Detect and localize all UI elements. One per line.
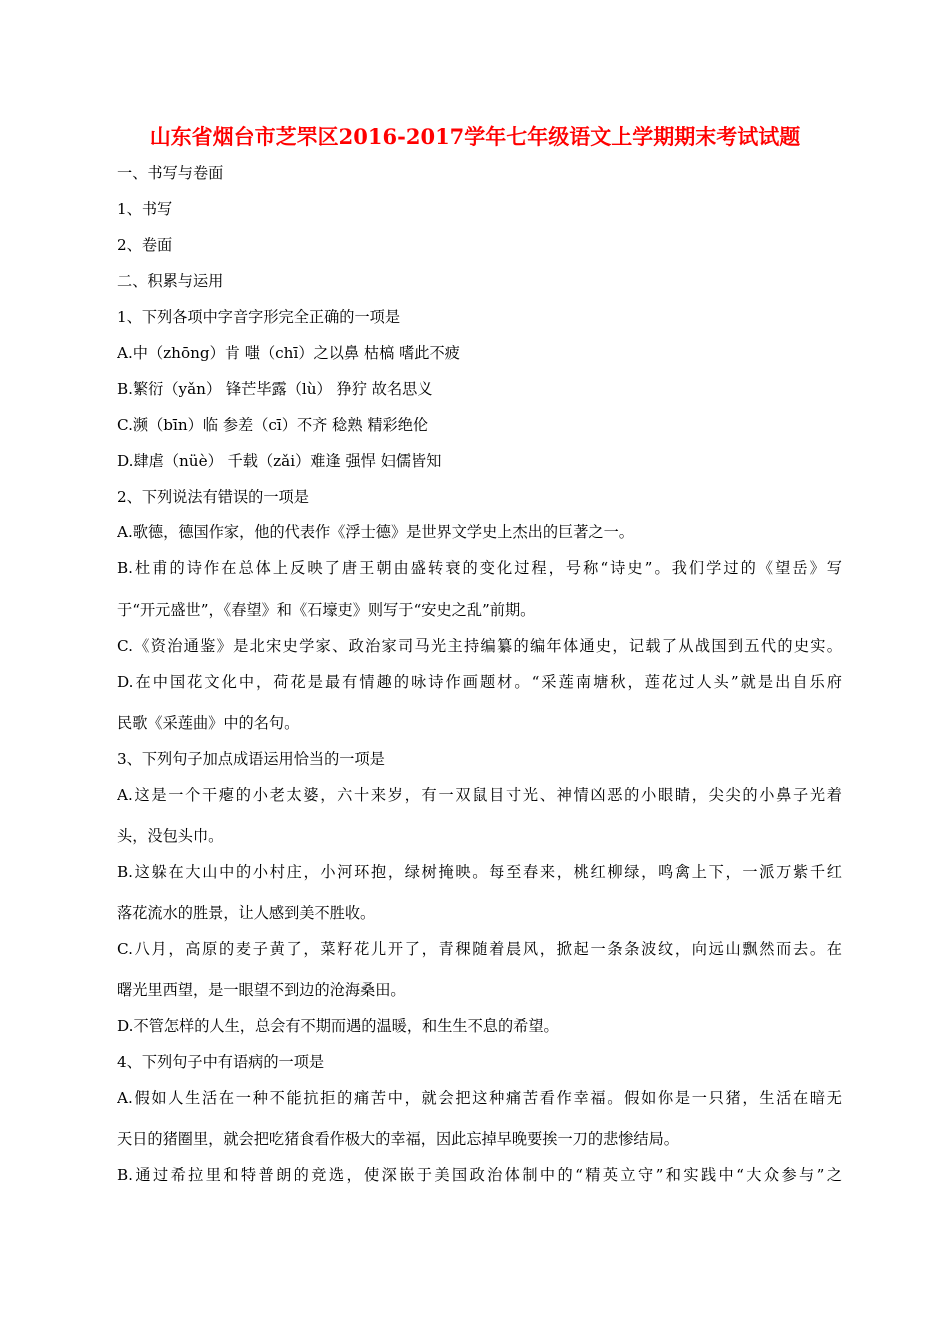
question: 1、下列各项中字音字形完全正确的一项是 — [117, 308, 401, 326]
option-continued: 民歌《采莲曲》中的名句。 — [117, 714, 300, 732]
option: D.肆虐（nüè） 千载（zǎi）难逢 强悍 妇儒皆知 — [117, 452, 442, 470]
option: A.假如人生活在一种不能抗拒的痛苦中，就会把这种痛苦看作幸福。假如你是一只猪，生活在暗无 — [117, 1089, 842, 1107]
option: D.在中国花文化中，荷花是最有情趣的咏诗作画题材。“采莲南塘秋，莲花过人头”就是出自乐府 — [117, 673, 842, 691]
section-heading: 二、积累与运用 — [117, 272, 224, 290]
option: A.中（zhōng）肯 嗤（chī）之以鼻 枯槁 嗜此不疲 — [117, 344, 460, 362]
option-continued: 落花流水的胜景，让人感到美不胜收。 — [117, 904, 376, 922]
option-continued: 天日的猪圈里，就会把吃猪食看作极大的幸福，因此忘掉早晚要挨一刀的悲惨结局。 — [117, 1130, 679, 1148]
question: 4、下列句子中有语病的一项是 — [117, 1053, 325, 1071]
document-title: 山东省烟台市芝罘区2016-2017学年七年级语文上学期期末考试试题 — [149, 124, 801, 149]
question: 3、下列句子加点成语运用恰当的一项是 — [117, 750, 385, 768]
option: A.这是一个干瘪的小老太婆，六十来岁，有一双鼠目寸光、神情凶恶的小眼睛，尖尖的小鼻子光着 — [117, 786, 842, 804]
option: C.濒（bīn）临 参差（cī）不齐 稔熟 精彩绝伦 — [117, 416, 429, 434]
option-continued: 曙光里西望，是一眼望不到边的沧海桑田。 — [117, 981, 406, 999]
text-line: 1、书写 — [117, 200, 173, 218]
text-line: 2、卷面 — [117, 236, 173, 254]
option: B.通过希拉里和特普朗的竞选，使深嵌于美国政治体制中的“精英立守”和实践中“大众参与”之 — [117, 1166, 842, 1184]
option: D.不管怎样的人生，总会有不期而遇的温暖，和生生不息的希望。 — [117, 1017, 559, 1035]
option: C.《资治通鉴》是北宋史学家、政治家司马光主持编纂的编年体通史，记载了从战国到五代的史实。 — [117, 637, 842, 655]
option: B.杜甫的诗作在总体上反映了唐王朝由盛转衰的变化过程，号称“诗史”。我们学过的《望岳》写 — [117, 559, 842, 577]
option: A.歌德，德国作家，他的代表作《浮士德》是世界文学史上杰出的巨著之一。 — [117, 523, 634, 541]
option: B.这躲在大山中的小村庄，小河环抱，绿树掩映。每至春来，桃红柳绿，鸣禽上下，一派万紫千红 — [117, 863, 842, 881]
option: B.繁衍（yǎn） 锋芒毕露（lù） 狰狞 故名思义 — [117, 380, 433, 398]
section-heading: 一、书写与卷面 — [117, 164, 224, 182]
option-continued: 于“开元盛世”，《春望》和《石壕吏》则写于“安史之乱”前期。 — [117, 601, 536, 619]
option-continued: 头，没包头巾。 — [117, 827, 224, 845]
question: 2、下列说法有错误的一项是 — [117, 488, 309, 506]
option: C.八月，高原的麦子黄了，菜籽花儿开了，青稞随着晨风，掀起一条条波纹，向远山飘然而去。在 — [117, 940, 842, 958]
